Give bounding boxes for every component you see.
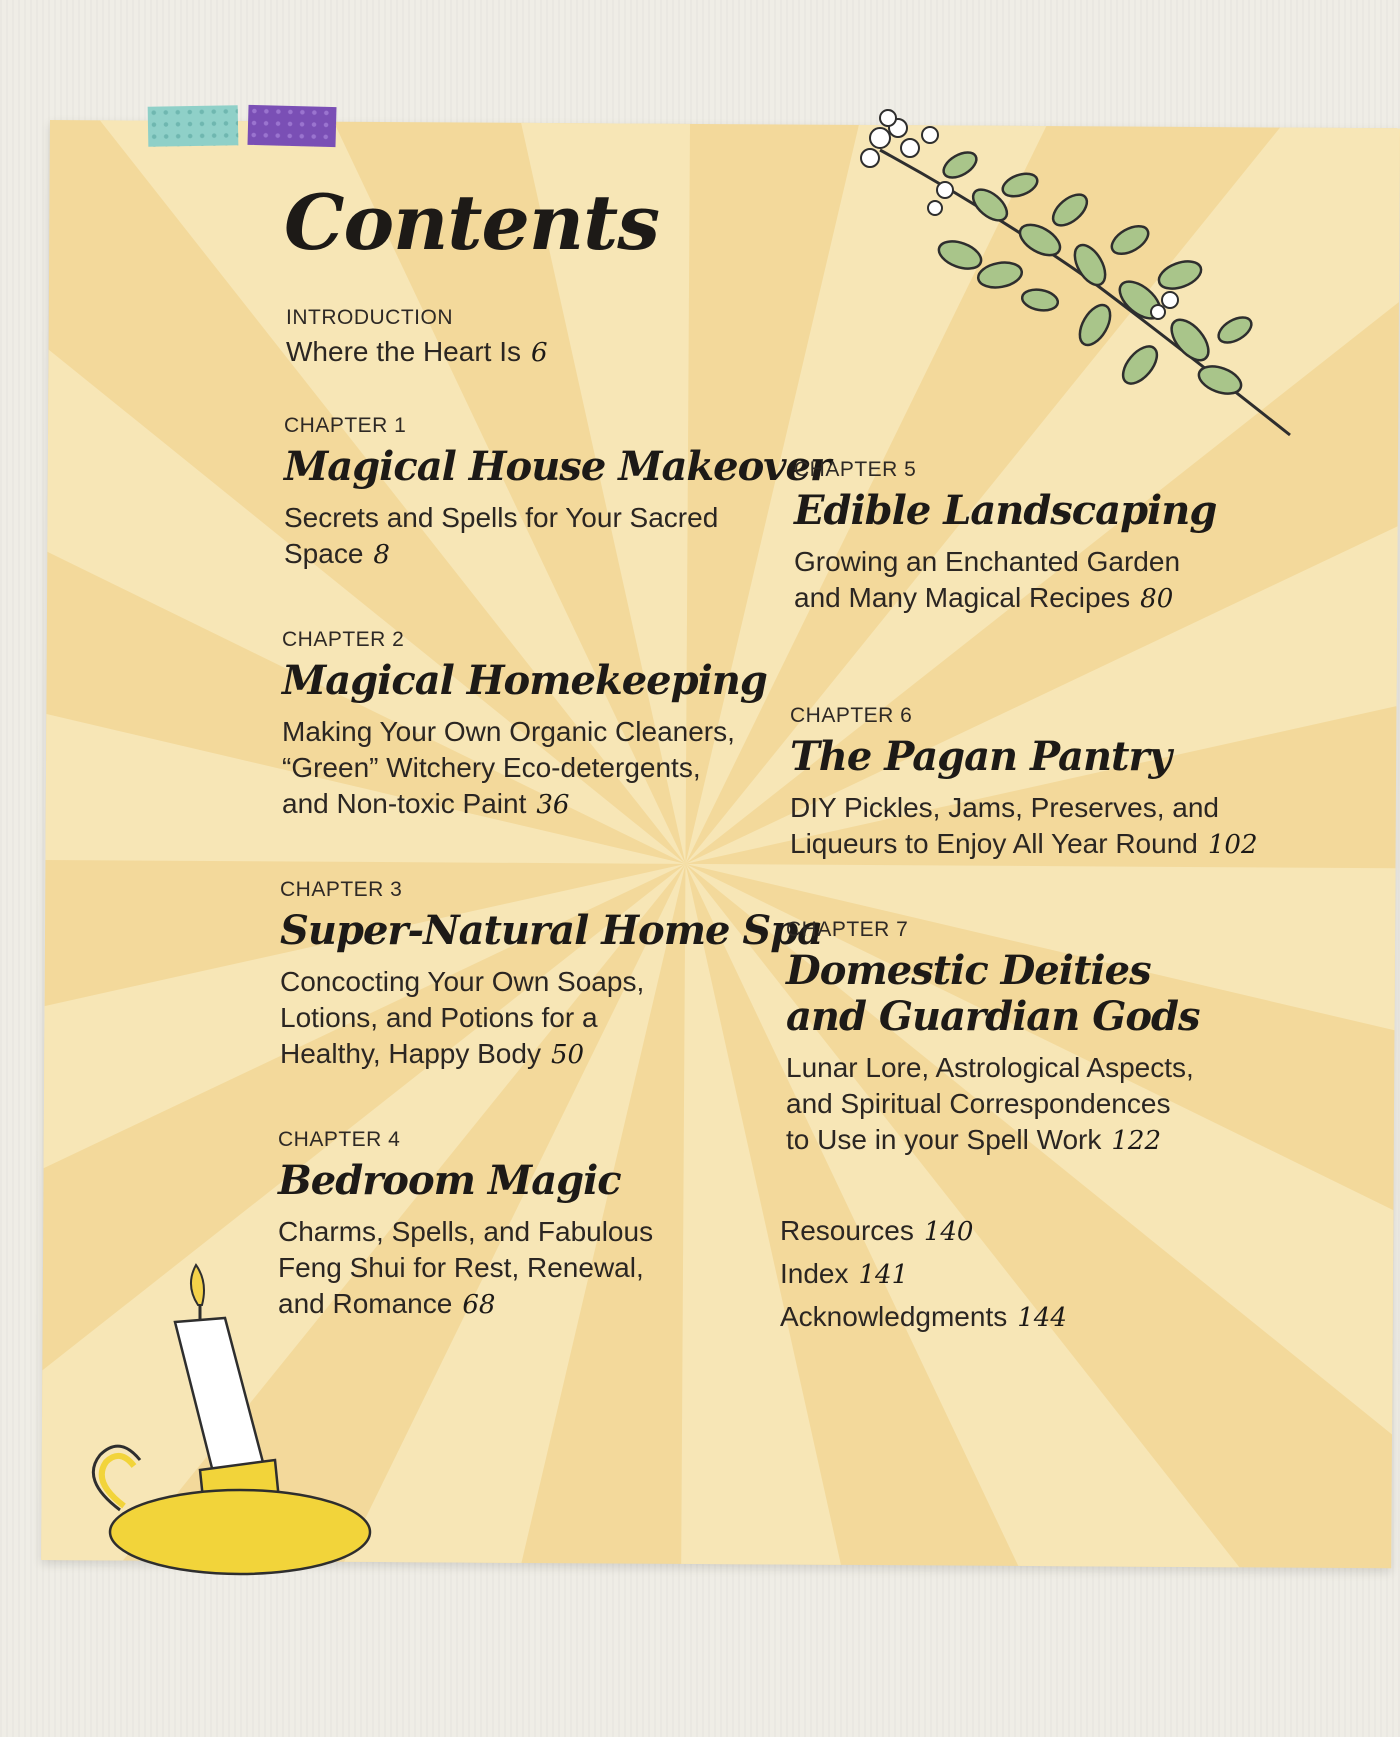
chapter-description: Lunar Lore, Astrological Aspects, and Spiritual Correspondences to Use in your Spell Work 122 xyxy=(786,1052,1194,1156)
washi-tape-teal xyxy=(148,105,239,147)
chapter-label: CHAPTER 7 xyxy=(786,918,909,941)
chapter-description: Growing an Enchanted Garden and Many Magical Recipes 80 xyxy=(794,546,1181,614)
page-number: 122 xyxy=(1111,1126,1162,1156)
toc-chapter-5[interactable] xyxy=(794,458,1216,617)
chapter-description: Charms, Spells, and Fabulous Feng Shui for Rest, Renewal, and Romance 68 xyxy=(278,1216,654,1320)
chapter-title: Bedroom Magic xyxy=(278,1157,621,1204)
chapter-title: Domestic Deities and Guardian Gods xyxy=(786,947,1200,1040)
chapter-label: CHAPTER 1 xyxy=(284,414,407,437)
chapter-title: Magical House Makeover xyxy=(284,443,831,490)
toc-chapter-7[interactable] xyxy=(786,918,1200,1159)
chapter-title: Magical Homekeeping xyxy=(282,657,767,704)
washi-tape-purple xyxy=(247,105,336,147)
toc-chapter-4[interactable] xyxy=(278,1128,653,1323)
page-number: 80 xyxy=(1140,584,1174,614)
chapter-title: Super-Natural Home Spa xyxy=(280,907,823,954)
page-number: 8 xyxy=(373,540,390,570)
page-number: 6 xyxy=(530,338,548,368)
chapter-title: The Pagan Pantry xyxy=(790,733,1171,780)
toc-chapter-6[interactable] xyxy=(790,704,1258,863)
chapter-description: Secrets and Spells for Your Sacred Space 8 xyxy=(284,502,719,570)
page-number: 50 xyxy=(550,1040,585,1070)
page-number: 144 xyxy=(1017,1303,1067,1333)
page-number: 140 xyxy=(923,1217,974,1247)
chapter-title: Edible Landscaping xyxy=(794,487,1217,534)
chapter-label: CHAPTER 4 xyxy=(278,1128,401,1151)
toc-chapter-1[interactable] xyxy=(284,414,830,573)
toc-resources[interactable]: Resources 140 xyxy=(780,1215,974,1247)
page-number: 68 xyxy=(462,1290,496,1320)
chapter-label: CHAPTER 3 xyxy=(280,878,403,901)
intro-label: INTRODUCTION xyxy=(286,306,453,329)
chapter-description: Making Your Own Organic Cleaners, “Green” Witchery Eco-detergents, and Non-toxic Paint 36 xyxy=(282,716,735,820)
toc-index[interactable]: Index 141 xyxy=(780,1258,909,1290)
chapter-label: CHAPTER 2 xyxy=(282,628,405,651)
herb-sprig-illustration xyxy=(840,90,1300,450)
page-number: 141 xyxy=(858,1260,909,1290)
page-number: 102 xyxy=(1207,830,1258,860)
chapter-description: DIY Pickles, Jams, Preserves, and Liqueurs to Enjoy All Year Round 102 xyxy=(790,792,1258,860)
page-number: 36 xyxy=(536,790,570,820)
toc-back-matter xyxy=(780,1210,1067,1339)
chapter-description: Concocting Your Own Soaps, Lotions, and Potions for a Healthy, Happy Body 50 xyxy=(280,966,645,1070)
contents-title: Contents xyxy=(284,178,660,267)
intro-subtitle: Where the Heart Is 6 xyxy=(286,336,548,368)
toc-intro[interactable] xyxy=(286,306,548,368)
chapter-label: CHAPTER 6 xyxy=(790,704,913,727)
toc-chapter-3[interactable] xyxy=(280,878,822,1073)
toc-chapter-2[interactable] xyxy=(282,628,767,823)
toc-acknowledgments[interactable]: Acknowledgments 144 xyxy=(780,1301,1067,1333)
chapter-label: CHAPTER 5 xyxy=(794,458,917,481)
